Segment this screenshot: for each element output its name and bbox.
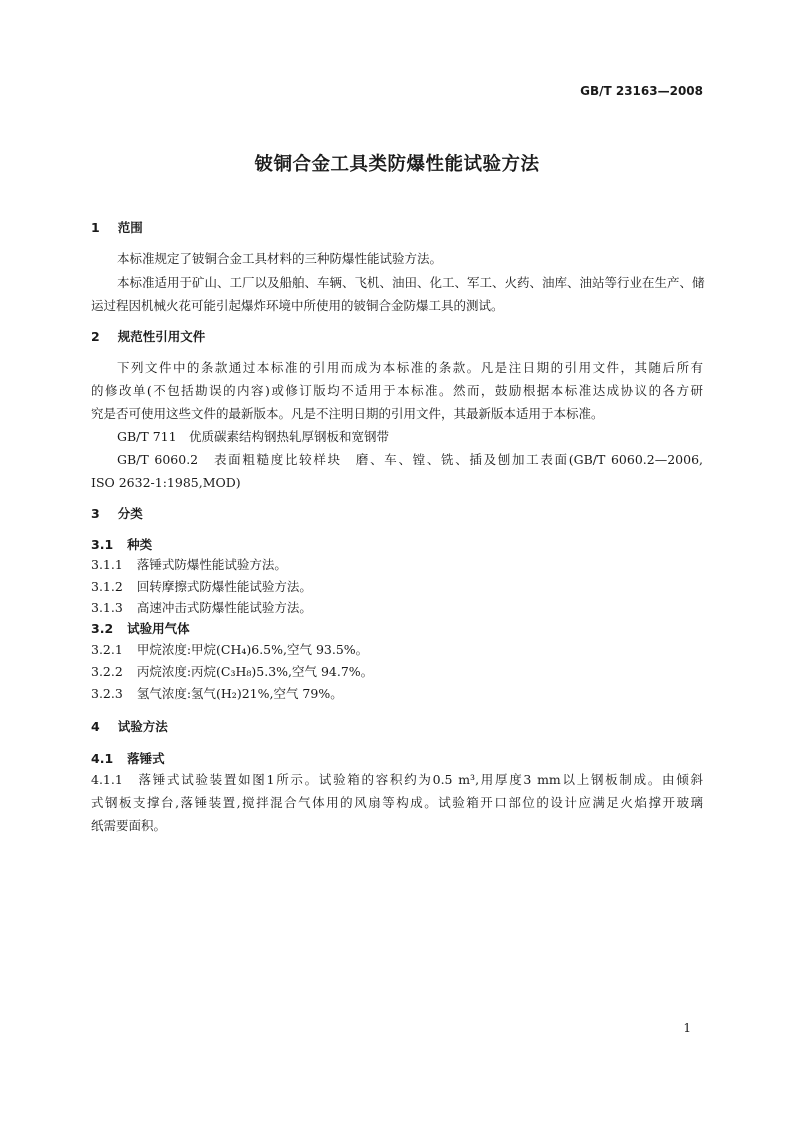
clause-continued: 纸需要面积。	[91, 818, 167, 833]
clause	[91, 557, 703, 573]
subsection-heading	[91, 751, 703, 767]
clause-text: 落锤式防爆性能试验方法。	[136, 557, 287, 572]
clause	[91, 600, 703, 616]
clause-number: 4.1.1	[91, 772, 123, 787]
clause	[91, 579, 703, 595]
section-number: 3	[91, 506, 100, 521]
subsection-number: 3.1	[91, 537, 114, 552]
page-number: 1	[683, 1021, 691, 1035]
clause-text: 丙烷浓度:丙烷(C₃H₈)5.3%,空气 94.7%。	[136, 664, 374, 679]
section-title: 试验方法	[117, 719, 168, 734]
standard-code: GB/T 23163—2008	[580, 84, 703, 98]
clause-text: 氢气浓度:氢气(H₂)21%,空气 79%。	[136, 686, 343, 701]
clause-text: 高速冲击式防爆性能试验方法。	[136, 600, 312, 615]
normative-reference-continued: ISO 2632-1:1985,MOD)	[91, 475, 241, 490]
clause	[91, 772, 703, 788]
section-2-heading	[91, 329, 703, 345]
section-4-heading	[91, 719, 703, 735]
subsection-number: 4.1	[91, 751, 114, 766]
paragraph: 下列文件中的条款通过本标准的引用而成为本标准的条款。凡是注日期的引用文件，其随后所有	[117, 360, 703, 375]
subsection-heading	[91, 537, 703, 553]
subsection-title: 种类	[127, 537, 153, 552]
paragraph: 本标准适用于矿山、工厂以及船舶、车辆、飞机、油田、化工、军工、火药、油库、油站等行业在生产、储	[117, 275, 705, 290]
clause-number: 3.1.1	[91, 557, 123, 572]
clause-number: 3.2.2	[91, 664, 123, 679]
clause-number: 3.1.2	[91, 579, 123, 594]
subsection-title: 落锤式	[127, 751, 165, 766]
section-title: 分类	[117, 506, 143, 521]
clause-text: 落锤式试验装置如图1所示。试验箱的容积约为0.5 m³,用厚度3 mm以上钢板制成。由倾斜	[136, 772, 703, 787]
clause-number: 3.1.3	[91, 600, 123, 615]
clause-text: 回转摩擦式防爆性能试验方法。	[136, 579, 312, 594]
section-number: 4	[91, 719, 100, 734]
paragraph: 本标准规定了铍铜合金工具材料的三种防爆性能试验方法。	[117, 251, 443, 266]
clause-continued: 式钢板支撑台,落锤装置,搅拌混合气体用的风扇等构成。试验箱开口部位的设计应满足火焰撑开玻璃	[91, 795, 703, 810]
section-title: 规范性引用文件	[117, 329, 206, 344]
clause	[91, 664, 703, 680]
clause	[91, 642, 703, 658]
paragraph-continued: 的修改单(不包括勘误的内容)或修订版均不适用于本标准。然而，鼓励根据本标准达成协议的各方研	[91, 383, 703, 398]
paragraph-continued: 运过程因机械火花可能引起爆炸环境中所使用的铍铜合金防爆工具的测试。	[91, 298, 504, 313]
clause-number: 3.2.1	[91, 642, 123, 657]
clause	[91, 686, 703, 702]
section-3-heading	[91, 506, 703, 522]
normative-reference: GB/T 6060.2 表面粗糙度比较样块 磨、车、镗、铣、插及刨加工表面(GB/T 6060.2—2006,	[117, 452, 703, 467]
section-number: 2	[91, 329, 100, 344]
document-title: 铍铜合金工具类防爆性能试验方法	[254, 154, 540, 175]
clause-number: 3.2.3	[91, 686, 123, 701]
subsection-title: 试验用气体	[127, 621, 190, 636]
section-number: 1	[91, 220, 100, 235]
subsection-number: 3.2	[91, 621, 114, 636]
clause-text: 甲烷浓度:甲烷(CH₄)6.5%,空气 93.5%。	[136, 642, 369, 657]
paragraph-continued: 究是否可使用这些文件的最新版本。凡是不注明日期的引用文件，其最新版本适用于本标准。	[91, 406, 604, 421]
section-title: 范围	[117, 220, 143, 235]
section-1-heading	[91, 220, 703, 236]
normative-reference: GB/T 711 优质碳素结构钢热轧厚钢板和宽钢带	[117, 429, 390, 444]
subsection-heading	[91, 621, 703, 637]
